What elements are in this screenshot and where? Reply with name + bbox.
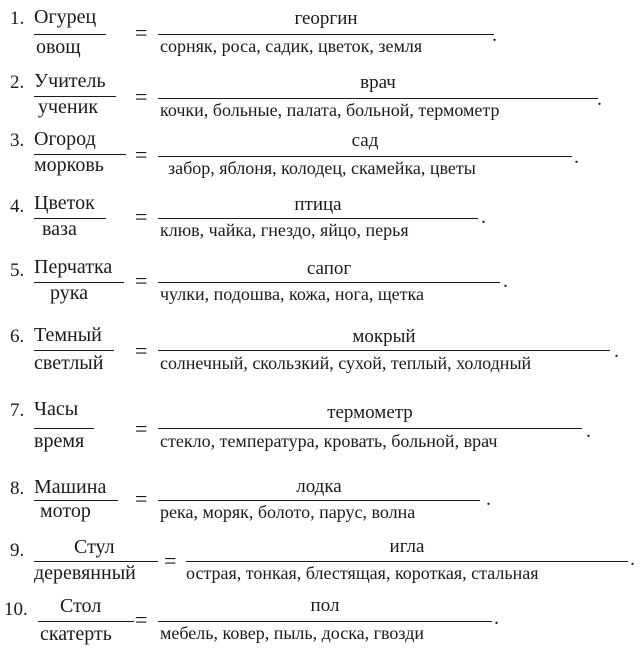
fraction-line	[186, 561, 628, 562]
item-number: 8.	[10, 478, 25, 499]
analogy-item	[0, 595, 640, 655]
left-top-word: Машина	[34, 476, 107, 498]
item-number: 1.	[10, 8, 25, 29]
item-number: 3.	[10, 130, 25, 151]
equals-sign: =	[135, 142, 148, 167]
item-number: 7.	[10, 400, 25, 421]
left-bottom-word: время	[34, 430, 85, 452]
analogy-item	[0, 4, 640, 64]
fraction-line	[158, 621, 492, 622]
right-top-word: сад	[351, 130, 379, 151]
item-number: 9.	[10, 540, 25, 561]
fraction-line	[158, 428, 582, 429]
item-number: 5.	[10, 260, 25, 281]
analogy-item	[0, 396, 640, 456]
fraction-line	[158, 34, 494, 35]
left-bottom-word: овощ	[36, 36, 81, 58]
item-number: 10.	[4, 599, 28, 620]
equals-sign: =	[135, 416, 148, 441]
fraction-line	[158, 218, 478, 219]
analogy-item	[0, 192, 640, 252]
left-bottom-word: деревянный	[34, 562, 136, 584]
fraction-line	[34, 350, 114, 351]
left-top-word: Темный	[34, 324, 102, 346]
analogy-item	[0, 256, 640, 316]
period: .	[492, 24, 497, 46]
item-number: 2.	[10, 72, 25, 93]
analogy-item	[0, 536, 640, 596]
left-top-word: Стул	[74, 536, 115, 558]
equals-sign: =	[135, 204, 148, 229]
right-top-word: врач	[360, 72, 396, 93]
fraction-line	[158, 500, 480, 501]
period: .	[630, 548, 635, 570]
period: .	[494, 607, 499, 629]
right-top-word: птица	[294, 194, 342, 215]
right-options: мебель, ковер, пыль, доска, гвозди	[160, 623, 425, 643]
equals-sign: =	[135, 268, 148, 293]
fraction-line	[34, 428, 94, 429]
analogy-item	[0, 68, 640, 128]
left-top-word: Цветок	[34, 192, 95, 214]
equals-sign: =	[135, 20, 148, 45]
right-options: клюв, чайка, гнездо, яйцо, перья	[160, 220, 409, 240]
equals-sign: =	[135, 84, 148, 109]
period: .	[586, 420, 591, 442]
left-top-word: Стол	[60, 595, 102, 617]
period: .	[481, 206, 486, 228]
fraction-line	[158, 98, 598, 99]
right-options: забор, яблоня, колодец, скамейка, цветы	[168, 158, 476, 178]
equals-sign: =	[164, 548, 177, 573]
fraction-line	[158, 156, 572, 157]
item-number: 4.	[10, 196, 25, 217]
fraction-line	[158, 350, 610, 351]
right-top-word: сапог	[306, 258, 352, 279]
right-top-word: георгин	[294, 8, 358, 29]
left-top-word: Перчатка	[34, 256, 113, 278]
right-options: сорняк, роса, садик, цветок, земля	[160, 36, 423, 56]
right-options: острая, тонкая, блестящая, короткая, стальная	[186, 563, 539, 583]
right-top-word: лодка	[296, 476, 342, 497]
right-options: кочки, больные, палата, больной, термометр	[160, 100, 500, 120]
left-top-word: Огород	[34, 128, 96, 150]
item-number: 6.	[10, 326, 25, 347]
right-options: стекло, температура, кровать, больной, врач	[160, 431, 498, 451]
left-top-word: Учитель	[34, 70, 106, 92]
left-bottom-word: ваза	[42, 218, 77, 240]
right-options: чулки, подошва, кожа, нога, щетка	[160, 284, 424, 304]
period: .	[597, 88, 602, 110]
right-top-word: термометр	[327, 402, 413, 423]
analogy-item	[0, 474, 640, 534]
period: .	[503, 270, 508, 292]
right-options: солнечный, скользкий, сухой, теплый, холодный	[160, 353, 532, 373]
left-top-word: Часы	[34, 398, 79, 420]
left-bottom-word: скатерть	[40, 623, 112, 645]
analogy-item	[0, 126, 640, 186]
left-bottom-word: мотор	[40, 500, 91, 522]
fraction-line	[38, 621, 134, 622]
left-top-word: Огурец	[34, 6, 97, 28]
left-bottom-word: морковь	[34, 154, 104, 176]
fraction-line	[158, 282, 500, 283]
fraction-line	[34, 34, 106, 35]
right-top-word: мокрый	[352, 326, 416, 347]
period: .	[486, 488, 491, 510]
left-bottom-word: рука	[50, 282, 89, 304]
equals-sign: =	[135, 338, 148, 363]
left-bottom-word: ученик	[38, 96, 99, 118]
right-options: река, моряк, болото, парус, волна	[160, 502, 416, 522]
equals-sign: =	[135, 607, 148, 632]
right-top-word: пол	[310, 595, 340, 616]
equals-sign: =	[135, 486, 148, 511]
left-bottom-word: светлый	[34, 352, 104, 374]
right-top-word: игла	[389, 536, 425, 557]
analogy-item	[0, 322, 640, 382]
period: .	[574, 146, 579, 168]
period: .	[614, 340, 619, 362]
